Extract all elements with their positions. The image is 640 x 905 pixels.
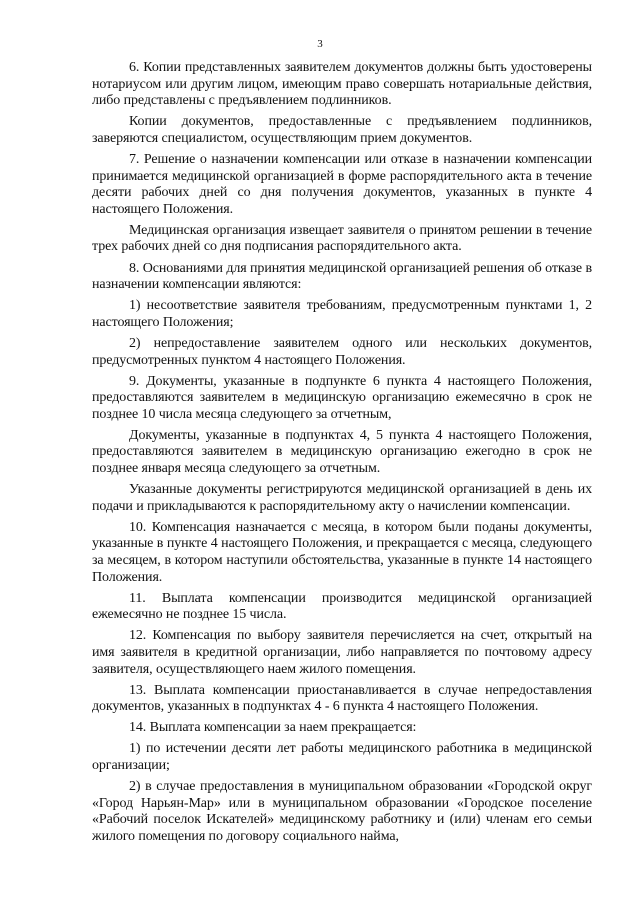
paragraph-8-item-2: 2) непредоставление заявителем одного или нескольких документов, предусмотренных пунктом 4 настоящего Положения.: [92, 335, 592, 368]
paragraph-6-copies: Копии документов, предоставленные с предъявлением подлинников, заверяются специалистом, осуществляющим прием документов.: [92, 114, 592, 146]
paragraph-13: 13. Выплата компенсации приостанавливается в случае непредоставления документов, указанных в подпунктах 4 - 6 пункта 4 настоящего Положения.: [92, 682, 592, 715]
paragraph-11: 11. Выплата компенсации производится медицинской организацией ежемесячно не позднее 15 числа.: [92, 590, 592, 623]
document-body: [92, 60, 592, 846]
paragraph-9-annual: Документы, указанные в подпунктах 4, 5 пункта 4 настоящего Положения, предоставляются заявителем в медицинскую организацию ежегодно в срок не позднее января месяца следующего за отчетным.: [92, 427, 592, 477]
paragraph-14-item-1: 1) по истечении десяти лет работы медицинского работника в медицинской организации;: [92, 741, 592, 774]
paragraph-10: 10. Компенсация назначается с месяца, в котором были поданы документы, указанные в пункте 4 настоящего Положения, и прекращается с месяца, следующего за месяцем, в котором наступили обстоятельства, указанные в пункте 14 настоящего Положения.: [92, 519, 592, 585]
paragraph-8: 8. Основаниями для принятия медицинской организацией решения об отказе в назначении компенсации являются:: [92, 260, 592, 293]
paragraph-12: 12. Компенсация по выбору заявителя перечисляется на счет, открытый на имя заявителя в кредитной организации, либо направляется по почтовому адресу заявителя, осуществляющего наем жилого помещения.: [92, 628, 592, 677]
paragraph-9-registration: Указанные документы регистрируются медицинской организацией в день их подачи и прикладываются к распорядительному акту о начислении компенсации.: [92, 482, 592, 514]
page-number: 3: [317, 38, 323, 50]
paragraph-14-item-2: 2) в случае предоставления в муниципальном образовании «Городской округ «Город Нарьян-Мар» или в муниципальном образовании «Городское поселение «Рабочий поселок Искателей» медицинскому работнику и (или) членам его семьи жилого помещения по договору социального найма,: [92, 779, 592, 844]
paragraph-14: 14. Выплата компенсации за наем прекращается:: [129, 720, 417, 736]
paragraph-7-notice: Медицинская организация извещает заявителя о принятом решении в течение трех рабочих дней со дня подписания распорядительного акта.: [92, 222, 592, 255]
paragraph-9: 9. Документы, указанные в подпункте 6 пункта 4 настоящего Положения, предоставляются заявителем в медицинскую организацию ежемесячно в срок не позднее 10 числа месяца следующего за отчетным,: [92, 373, 592, 422]
paragraph-8-item-1: 1) несоответствие заявителя требованиям, предусмотренным пунктами 1, 2 настоящего Положения;: [92, 298, 592, 330]
paragraph-7: 7. Решение о назначении компенсации или отказе в назначении компенсации принимается медицинской организацией в форме распорядительного акта в течение десяти рабочих дней со дня получения документов, указанных в пункте 4 настоящего Положения.: [92, 151, 592, 217]
paragraph-6: 6. Копии представленных заявителем документов должны быть удостоверены нотариусом или другим лицом, имеющим право совершать нотариальные действия, либо представлены с предъявлением подлинников.: [92, 60, 592, 109]
